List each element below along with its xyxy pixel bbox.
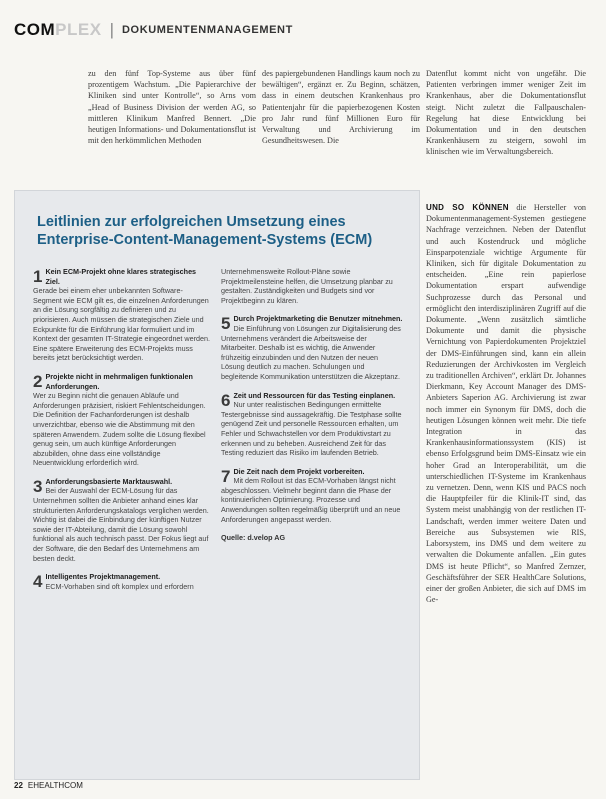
page-header xyxy=(14,16,293,44)
info-box-title xyxy=(37,213,407,249)
header-section-title: DOKUMENTENMANAGEMENT xyxy=(122,24,293,36)
guideline-continuation xyxy=(221,267,403,305)
header-logo-dark: COM xyxy=(14,20,56,39)
guideline-text: Wer zu Beginn nicht die genauen Abläufe und Anforderungen präzisiert, riskiert Fehlentscheidungen. Die Definition der Fachanforderungen ist deshalb unverzichtbar, ebenso wie die Abstimmung mit den späteren Anwendern. Zudem sollte die Lösung flexibel genug sein, um auch künftige Anforderungen abzubilden, ohne dass eine vollständige Neuentwicklung erforderlich wird. xyxy=(33,391,206,468)
guideline-1-continuation-text: Unternehmensweite Rollout-Pläne sowie Projektmeilensteine helfen, die Umsetzung planbar zu gestalten. Zuständigkeiten und Budgets sind vor Projektbeginn zu klären. xyxy=(221,267,393,305)
guideline-heading: Zeit und Ressourcen für das Testing einplanen. xyxy=(233,390,396,400)
column-3-body-text xyxy=(426,202,586,605)
guideline-number: 3 xyxy=(33,476,43,496)
guideline-heading: Anforderungsbasierte Marktauswahl. xyxy=(45,476,173,486)
guideline-number: 4 xyxy=(33,572,43,592)
info-box-title-line-2: Enterprise-Content-Management-Systems (ECM) xyxy=(37,232,373,248)
guideline-text: Nur unter realistischen Bedingungen ermittelte Testergebnisse sind aussagekräftig. Die Testphase sollte genügend Zeit und personelle Ressourcen erhalten, um Fehler und Schwachstellen vor dem Produktivstart zu erkennen und zu beheben. Ausreichend Zeit für das Testing reduziert das Risiko im laufenden Betrieb. xyxy=(221,400,402,458)
header-logo-light: PLEX xyxy=(55,20,102,39)
article-column-1 xyxy=(88,68,256,146)
guideline-number: 1 xyxy=(33,267,43,286)
article-column-2 xyxy=(262,68,420,146)
page-number: 22 xyxy=(14,781,23,790)
guideline-text: Mit dem Rollout ist das ECM-Vorhaben längst nicht abgeschlossen. Vielmehr beginnt dann die Phase der kontinuierlichen Optimierung. Prozesse und Anwendungen sollten regelmäßig überprüft und an neue Anforderungen angepasst werden. xyxy=(221,476,401,524)
guideline-text: Bei der Auswahl der ECM-Lösung für das Unternehmen sollten die Anbieter anhand eines klar strukturierten Anforderungskatalogs verglichen werden. Wichtig ist dabei die Einbindung der künftigen Nutzer sowie der IT-Abteilung, damit die Lösung sowohl funktional als auch technisch passt. Der Fokus liegt auf der Software, die den Bedarf des Unternehmens am besten deckt. xyxy=(33,486,209,563)
guideline-item xyxy=(221,314,403,381)
article-column-3-body xyxy=(426,202,586,605)
guideline-text: Die Einführung von Lösungen zur Digitalisierung des Unternehmens verändert die Arbeitsweise der Mitarbeiter. Deshalb ist es wichtig, die Anwender frühzeitig einzubinden und den Nutzen der neuen Lösung deutlich zu machen. Schulungen und begleitende Kommunikation unterstützen die Akzeptanz. xyxy=(221,323,401,381)
guideline-heading: Intelligentes Projektmanagement. xyxy=(45,572,161,582)
guideline-number: 2 xyxy=(33,371,43,391)
guideline-heading: Projekte nicht in mehrmaligen funktionalen Anforderungen. xyxy=(45,371,193,391)
guideline-number: 7 xyxy=(221,466,231,486)
guideline-item xyxy=(33,267,211,363)
guideline-item xyxy=(221,467,403,525)
column-3-rubric: UND SO KÖNNEN xyxy=(426,203,509,212)
info-box-right-column xyxy=(221,267,403,552)
guideline-item xyxy=(33,372,211,468)
column-1-text: zu den fünf Top-Systeme aus über fünf prozentigem Wachstum. „Die Papierarchive der Kliniken sind unter Kontrolle“, so Arns vom „Head of Business Division der werden AG, so mittleren Klinikum Manfred Bennert. „Die heutigen Informations- und Dokumentationsflut ist mit den herkömmlichen Methoden xyxy=(88,69,256,146)
column-3-top-text: Datenflut kommt nicht von ungefähr. Die Patienten verbringen immer weniger Zeit im Krankenhaus, aber die Dokumentationsflut steigt. Nicht zuletzt die Fallpauschalen-Regelung hat diese Entwicklung bei Dokumentation und in den deutschen Krankenhäusern zu steigern, sowohl im klinischen wie im Verwaltungsbereich. xyxy=(426,69,586,157)
guideline-heading: Durch Projektmarketing die Benutzer mitnehmen. xyxy=(233,314,403,324)
info-box-left-column xyxy=(33,267,211,600)
guideline-text: ECM-Vorhaben sind oft komplex und erfordern xyxy=(45,581,194,591)
column-2-text: des papiergebundenen Handlings kaum noch zu bewältigen“, ergänzt er. Zu Beginn, schätzen, dass in einem deutschen Krankenhaus pro Patientenjahr für die papierbezogenen Kosten pro Jahr rund fünf Millionen Euro für Verwaltung und Archivierung im Gesundheitswesen. Die xyxy=(262,69,420,146)
guideline-item xyxy=(33,572,211,591)
guideline-number: 5 xyxy=(221,314,231,334)
guideline-number: 6 xyxy=(221,390,231,410)
guideline-item xyxy=(33,477,211,563)
info-box-source xyxy=(221,533,403,543)
header-separator: | xyxy=(109,20,114,39)
info-box xyxy=(14,190,420,780)
guideline-text: Gerade bei einem eher unbekannten Software-Segment wie ECM gilt es, die einzelnen Anforderungen an die Lösung sorgfältig zu definieren und zu priorisieren. Auch müssen die strategischen Ziele und Eckpunkte für die Einführung klar formuliert und im Kontext der gesamten IT-Strategie eingeordnet werden. Eine spätere Erweiterung des ECM-Projekts muss bereits jetzt berücksichtigt werden. xyxy=(33,286,210,363)
guideline-item xyxy=(221,391,403,458)
guideline-heading: Kein ECM-Projekt ohne klares strategisches Ziel. xyxy=(45,267,197,286)
guideline-heading: Die Zeit nach dem Projekt vorbereiten. xyxy=(233,466,365,476)
article-column-3-top xyxy=(426,68,586,158)
info-box-title-line-1: Leitlinien zur erfolgreichen Umsetzung eines xyxy=(37,214,346,230)
page-footer xyxy=(14,781,83,790)
column-3-body: die Hersteller von Dokumentenmanagement-Systemen gestiegene Nachfrage verzeichnen. Neben der Datenflut und auch Kostendruck und mögliche Einsparpotenziale wichtige Argumente für Kliniken, sich für digitale Dokumentation zu entscheiden. „Eine rein papierlose Dokumentation erspart aufwendige Suchprozesse durch das Personal und ermöglicht den interdisziplinären Zugriff auf die Dokumente. „Wenn zusätzlich sämtliche Dokumente und damit die physische Vernichtung von Papierdokumenten Projektziel der DMS-Einführungen sind, kann ein allein Reduzierungen der Archivkosten im Vergleich zu traditionellen Archiven“, erklärt Dr. Johannes Dierkmann, Key Account Manager des DMS-Anbieters Saperion AG. Archivierung ist zwar noch immer ein Synonym für DMS, doch die heutigen Lösungen können weit mehr. Die tiefe Integration in das Krankenhausinformationssystem (KIS) ist ebenso Erfolgsgrund beim DMS-Einsatz wie ein hoher Grad an Interoperabilität, um die unterschiedlichen IT-Systeme im Krankenhaus zu vernetzen. Denn, wenn KIS und PACS noch die Hauptpfeiler für die Klinik-IT sind, das System meist unabhängig von der restlichen IT-Landschaft, werden immer weitere Daten und Bereiche aus Subsystemen wie RIS, Laborsystem, ins DMS und dem weitere zu verwalten die Dokumente anfallen. „Ein gutes DMS ist heute Pflicht“, so Manfred Zernzer, Geschäftsführer der SER HealthCare Solutions, einer der großen Anbieter, die sich auf DMS im Ge- xyxy=(426,203,587,605)
magazine-name: EHEALTHCOM xyxy=(27,781,83,790)
source-label: Quelle: d.velop AG xyxy=(221,533,286,543)
